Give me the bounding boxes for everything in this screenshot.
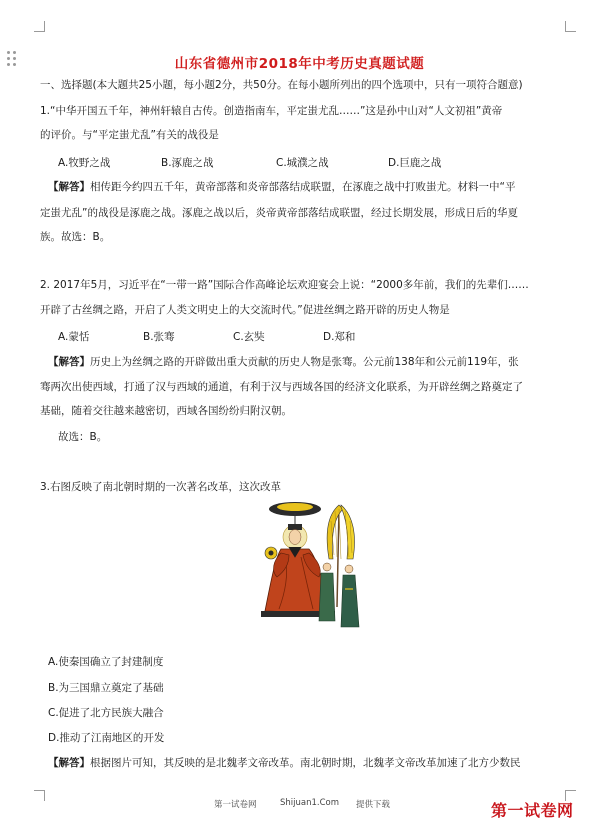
- q1-stem-line-2: 的评价。与“平定蚩尤乱”有关的战役是: [40, 129, 219, 141]
- q3-option-c: C.促进了北方民族大融合: [48, 707, 164, 719]
- page-title: 山东省德州市2018年中考历史真题试题: [174, 56, 425, 72]
- q3-answer-line-1: 【解答】根据图片可知，其反映的是北魏孝文帝改革。南北朝时期，北魏孝文帝改革加速了北方少数民: [48, 757, 521, 769]
- q1-option-d: D.巨鹿之战: [388, 157, 442, 169]
- q3-stem: 3.右图反映了南北朝时期的一次著名改革，这次改革: [40, 481, 282, 493]
- crop-mark-bottom-left: [34, 790, 45, 801]
- footer-site-name: 第一试卷网: [214, 800, 257, 810]
- section-heading: 一、选择题(本大题共25小题，每小题2分，共50分。在每小题所列出的四个选项中，只有一项符合题意): [40, 79, 523, 91]
- q1-answer-line-3: 族。故选：B。: [40, 231, 111, 243]
- q3-answer-label: 【解答】: [48, 757, 90, 769]
- q1-answer-label: 【解答】: [48, 181, 90, 193]
- q3-option-a: A.使秦国确立了封建制度: [48, 656, 164, 668]
- crop-mark-top-left: [34, 21, 45, 32]
- crop-mark-top-right: [565, 21, 576, 32]
- q2-option-d: D.郑和: [323, 331, 356, 343]
- q2-stem-line-2: 开辟了古丝绸之路，开启了人类文明史上的大交流时代。”促进丝绸之路开辟的历史人物是: [40, 304, 450, 316]
- footer-site-url[interactable]: Shijuan1.Com: [280, 798, 340, 808]
- q2-answer-line-1: 【解答】历史上为丝绸之路的开辟做出重大贡献的历史人物是张骞。公元前138年和公元前119年，张: [48, 356, 519, 368]
- q2-answer-label: 【解答】: [48, 356, 90, 368]
- q2-answer-line-3: 基础，随着交往越来越密切，西域各国纷纷归附汉朝。: [40, 405, 292, 417]
- brand-logo-text: 第一试卷网: [491, 801, 574, 820]
- q1-stem-line-1: 1.“中华开国五千年，神州轩辕自古传。创造指南车，平定蚩尤乱……”这是孙中山对“人文初祖”黄帝: [40, 105, 503, 117]
- q1-answer-line-2: 定蚩尤乱”的战役是涿鹿之战。涿鹿之战以后，炎帝黄帝部落结成联盟，经过长期发展，形成日后的华夏: [40, 207, 518, 219]
- q2-answer-line-2: 骞两次出使西域，打通了汉与西域的通道，有利于汉与西域各国的经济文化联系，为开辟丝绸之路奠定了: [40, 381, 523, 393]
- q2-option-c: C.玄奘: [233, 331, 265, 343]
- q3-option-d: D.推动了江南地区的开发: [48, 732, 165, 744]
- emperor-illustration: [255, 497, 370, 637]
- q3-option-b: B.为三国鼎立奠定了基础: [48, 682, 164, 694]
- q2-answer-line-4: 故选：B。: [58, 431, 108, 443]
- q2-stem-line-1: 2. 2017年5月，习近平在“一带一路”国际合作高峰论坛欢迎宴会上说：“2000多年前，我们的先辈们……: [40, 279, 529, 291]
- q1-answer-line-1: 【解答】相传距今约四五千年，黄帝部落和炎帝部落结成联盟，在涿鹿之战中打败蚩尤。材料一中“平: [48, 181, 516, 193]
- q2-option-a: A.蒙恬: [58, 331, 90, 343]
- q1-option-b: B.涿鹿之战: [161, 157, 214, 169]
- q2-option-b: B.张骞: [143, 331, 175, 343]
- q1-option-c: C.城濮之战: [276, 157, 329, 169]
- q1-option-a: A.牧野之战: [58, 157, 111, 169]
- footer-download-text: 提供下载: [356, 800, 391, 810]
